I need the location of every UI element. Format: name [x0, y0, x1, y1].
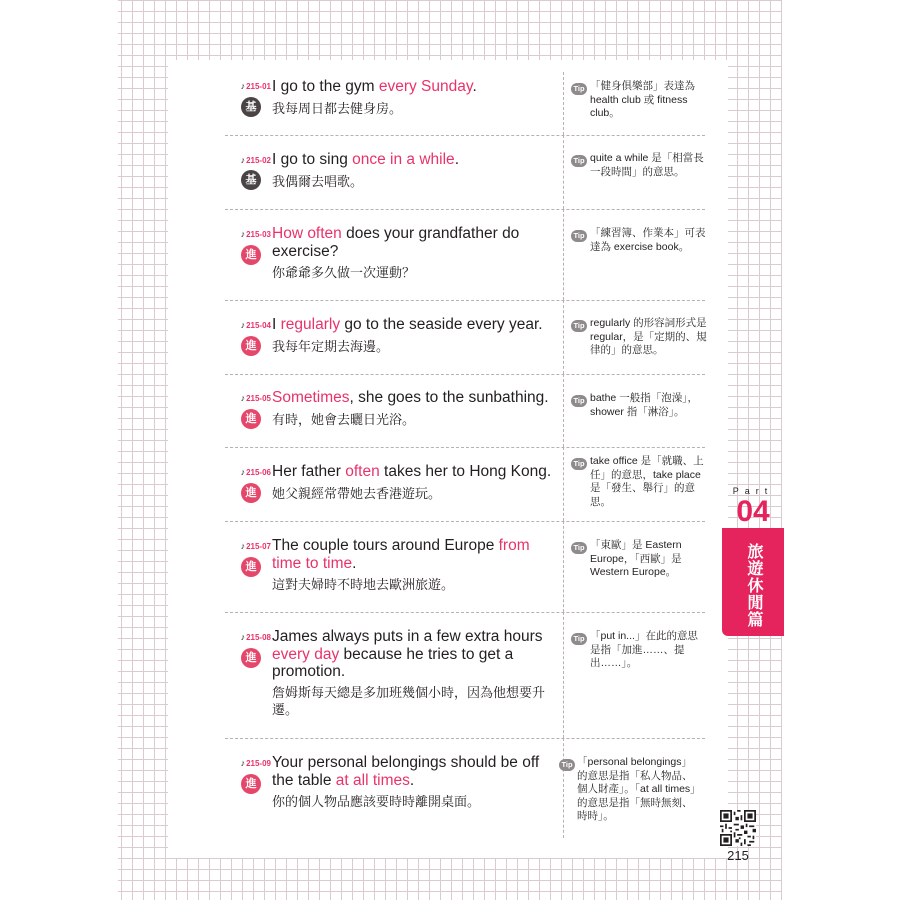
chinese-translation: 你爺爺多久做一次運動？	[272, 265, 416, 280]
sentence-text: because he tries to get a promotion.	[272, 645, 514, 680]
tip-text: 「personal belongings」的意思是指「私人物品、個人財產」。「at all times」的意思是指「無時無刻、時時」。	[577, 756, 701, 822]
sentence-entry	[225, 521, 705, 613]
sentence-text: I	[272, 316, 281, 333]
tip-icon: Tip	[571, 230, 587, 242]
tip-text: 「健身俱樂部」表達為 health club 或 fitness club。	[590, 80, 695, 119]
tip-icon: Tip	[571, 320, 587, 332]
track-number: ♪215-06	[240, 467, 271, 477]
tip-icon: Tip	[571, 633, 587, 645]
sentence-text: go to the seaside every year.	[340, 316, 543, 333]
sentence-text: James always puts in a few extra hours	[272, 628, 543, 645]
track-number: ♪215-01	[240, 81, 271, 91]
page-number: 215	[727, 848, 749, 863]
sentence-text: .	[472, 78, 477, 95]
english-sentence	[272, 389, 562, 407]
english-sentence	[272, 463, 562, 481]
tip-text: quite a while 是「相當長一段時間」的意思。	[590, 152, 704, 178]
part-number: 04	[736, 495, 770, 528]
chinese-translation: 你的個人物品應該要時時離開桌面。	[272, 794, 481, 809]
sentence-entry	[225, 738, 705, 838]
level-badge: 進	[241, 245, 261, 265]
tip-icon: Tip	[571, 458, 587, 470]
level-badge: 進	[241, 483, 261, 503]
level-badge: 進	[241, 409, 261, 429]
sentence-entry	[225, 374, 705, 448]
tip-icon: Tip	[571, 395, 587, 407]
highlighted-phrase: once in a while	[352, 151, 455, 168]
sentence-text: .	[352, 554, 357, 572]
chinese-translation: 有時，她會去曬日光浴。	[272, 412, 416, 427]
chinese-translation: 我每周日都去健身房。	[272, 101, 403, 116]
sentence-entry	[225, 447, 705, 522]
tip-icon: Tip	[559, 759, 575, 771]
sentence-text: The couple tours around Europe	[272, 537, 499, 554]
sentence-text: takes her to Hong Kong.	[379, 463, 552, 480]
level-badge: 基	[241, 170, 261, 190]
level-badge: 進	[241, 774, 261, 794]
english-sentence	[272, 151, 562, 169]
track-number: ♪215-04	[240, 320, 271, 330]
sentence-entry	[225, 209, 705, 301]
sentence-text: does your grandfather do exercise?	[272, 225, 520, 260]
level-badge: 進	[241, 648, 261, 668]
tip-text: 「練習簿、作業本」可表達為 exercise book。	[590, 227, 706, 253]
right-margin	[782, 0, 900, 900]
sentence-text: Her father	[272, 463, 346, 480]
track-number: ♪215-03	[240, 229, 271, 239]
part-section-tab	[722, 528, 784, 636]
highlighted-phrase: often	[345, 463, 380, 480]
qr-code-icon	[720, 810, 756, 846]
highlighted-phrase: every Sunday	[378, 78, 473, 95]
english-sentence	[272, 225, 562, 260]
english-sentence	[272, 754, 562, 789]
left-margin	[0, 0, 118, 900]
tip-text: 「東歐」是 Eastern Europe，「西歐」是 Western Europe。	[590, 539, 682, 578]
tip-text: 「put in...」在此的意思是指「加進……、提出……」。	[590, 630, 698, 669]
english-sentence	[272, 537, 562, 572]
sentence-entry	[225, 612, 705, 739]
sentence-text: I go to sing	[272, 151, 353, 168]
tip-text: take office 是「就職、上任」的意思，take place 是「發生、舉行」的意思。	[590, 455, 704, 508]
track-number: ♪215-05	[240, 393, 271, 403]
english-sentence	[272, 78, 562, 96]
sentence-text: , she goes to the sunbathing.	[349, 389, 549, 406]
track-number: ♪215-09	[240, 758, 271, 768]
highlighted-phrase: every day	[272, 645, 340, 663]
chinese-translation: 她父親經常帶她去香港遊玩。	[272, 486, 442, 501]
chinese-translation: 我偶爾去唱歌。	[272, 174, 364, 189]
part-label: Part	[732, 486, 774, 496]
sentence-text: Your personal belongings should be off the table	[272, 754, 540, 789]
chinese-translation: 這對夫婦時不時地去歐洲旅遊。	[272, 577, 455, 592]
part-title: 旅遊休閒篇	[745, 542, 762, 628]
highlighted-phrase: regularly	[280, 316, 341, 333]
level-badge: 進	[241, 336, 261, 356]
level-badge: 基	[241, 97, 261, 117]
sentence-text: .	[454, 151, 459, 168]
tip-text: regularly 的形容詞形式是 regular，是「定期的、規律的」的意思。	[590, 317, 707, 356]
sentence-entry	[225, 300, 705, 375]
highlighted-phrase: Sometimes	[272, 389, 350, 406]
level-badge: 進	[241, 557, 261, 577]
track-number: ♪215-02	[240, 155, 271, 165]
tip-icon: Tip	[571, 83, 587, 95]
english-sentence	[272, 628, 562, 681]
tip-text: bathe 一般指「泡澡」，shower 指「淋浴」。	[590, 392, 698, 418]
sentence-entry	[225, 135, 705, 210]
tip-icon: Tip	[571, 542, 587, 554]
english-sentence	[272, 316, 562, 334]
sentence-text: I go to the gym	[272, 78, 379, 95]
track-number: ♪215-07	[240, 541, 271, 551]
sentence-text: .	[409, 771, 415, 789]
highlighted-phrase: from time to time	[272, 537, 530, 572]
tip-icon: Tip	[571, 155, 587, 167]
highlighted-phrase: How often	[272, 225, 342, 242]
sentence-entry	[225, 72, 705, 136]
chinese-translation: 我每年定期去海邊。	[272, 339, 390, 354]
track-number: ♪215-08	[240, 632, 271, 642]
chinese-translation: 詹姆斯每天總是多加班幾個小時，因為他想要升遷。	[272, 685, 546, 717]
highlighted-phrase: at all times	[335, 771, 410, 789]
